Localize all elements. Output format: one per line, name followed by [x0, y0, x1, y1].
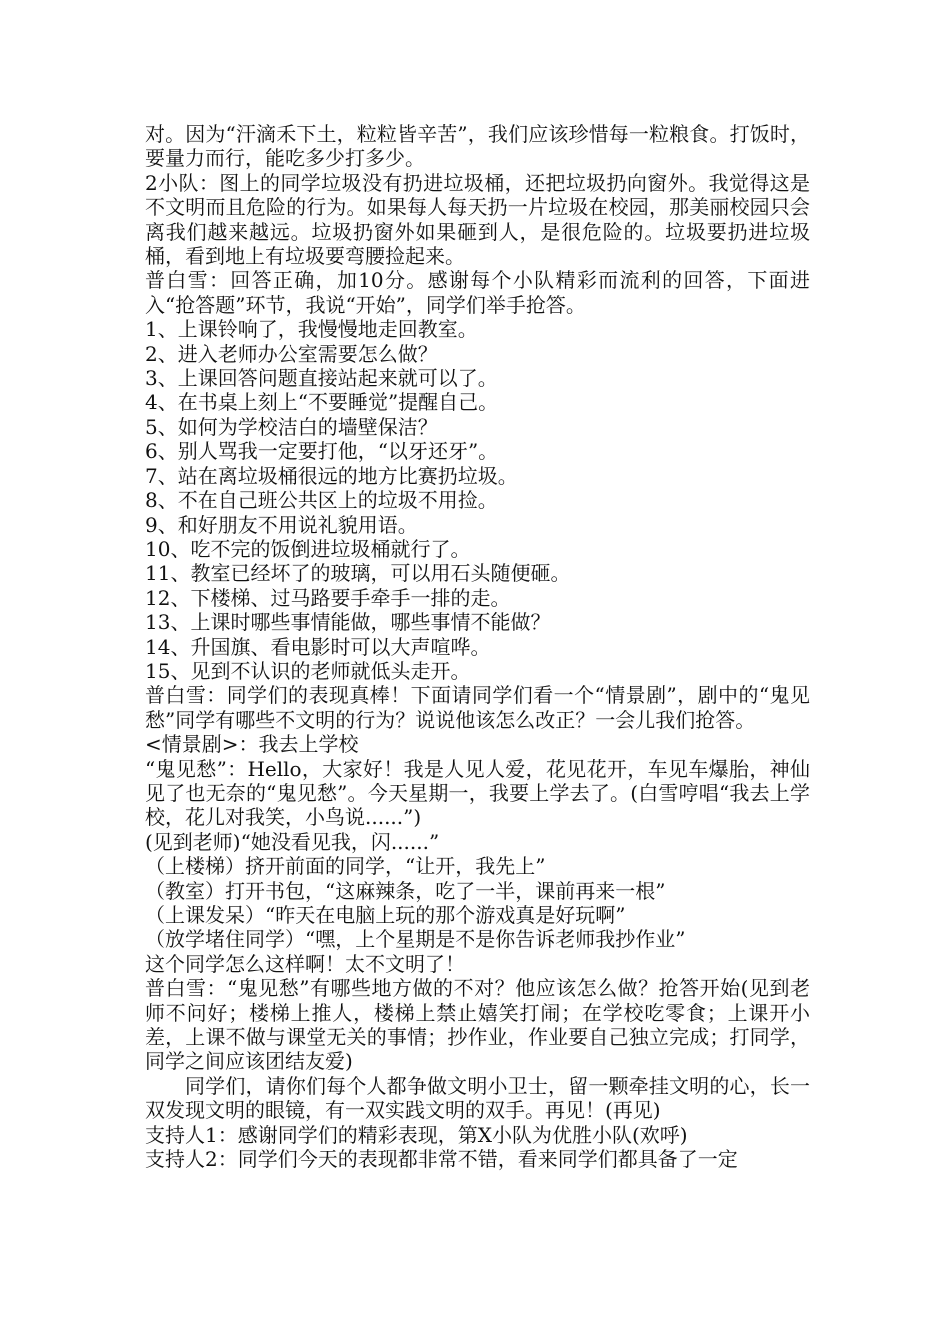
- quiz-item-11: 11、教室已经坏了的玻璃，可以用石头随便砸。: [145, 561, 571, 586]
- quiz-item-1: 1、上课铃响了，我慢慢地走回教室。: [145, 317, 478, 342]
- quiz-item-2: 2、进入老师办公室需要怎么做？: [145, 341, 438, 366]
- quiz-item-4: 4、在书桌上刻上“不要睡觉”提醒自己。: [145, 390, 499, 415]
- skit-line-teacher: (见到老师)“她没看见我，闪......”: [145, 829, 440, 854]
- document-page: [145, 122, 810, 1171]
- skit-line-after-school: （放学堵住同学）“嘿，上个星期是不是你告诉老师我抄作业”: [145, 927, 686, 952]
- quiz-item-15: 15、见到不认识的老师就低头走开。: [145, 658, 471, 683]
- quiz-item-13: 13、上课时哪些事情能做，哪些事情不能做？: [145, 610, 551, 635]
- paragraph-presenter-2: 支持人2：同学们今天的表现都非常不错，看来同学们都具备了一定: [145, 1147, 738, 1172]
- quiz-item-9: 9、和好朋友不用说礼貌用语。: [145, 512, 418, 537]
- skit-title: <情景剧>：我去上学校: [145, 732, 359, 757]
- paragraph-team2-answer: 2小队：图上的同学垃圾没有扔进垃圾桶，还把垃圾扔向窗外。我觉得这是不文明而且危险的行为。如果每人每天扔一片垃圾在校园，那美丽校园只会离我们越来越远。垃圾扔窗外如果砸到人，是很危险的。垃圾要扔进垃圾桶，看到地上有垃圾要弯腰捡起来。: [145, 170, 810, 269]
- quiz-item-6: 6、别人骂我一定要打他，“以牙还牙”。: [145, 439, 499, 464]
- quiz-item-12: 12、下楼梯、过马路要手牵手一排的走。: [145, 585, 511, 610]
- skit-comment: 这个同学怎么这样啊！太不文明了！: [145, 951, 465, 976]
- quiz-item-10: 10、吃不完的饭倒进垃圾桶就行了。: [145, 536, 471, 561]
- skit-line-classroom: （教室）打开书包，“这麻辣条，吃了一半，课前再来一根”: [145, 878, 666, 903]
- paragraph-host-quiz-intro: 普白雪：回答正确，加10分。感谢每个小队精彩而流利的回答，下面进入“抢答题”环节，我说“开始”，同学们举手抢答。: [145, 268, 810, 317]
- paragraph-closing: 同学们，请你们每个人都争做文明小卫士，留一颗牵挂文明的心，长一双发现文明的眼镜，有一双实践文明的双手。再见！(再见): [145, 1073, 810, 1123]
- quiz-item-14: 14、升国旗、看电影时可以大声喧哗。: [145, 634, 491, 659]
- skit-line-daydream: （上课发呆）“昨天在电脑上玩的那个游戏真是好玩啊”: [145, 903, 626, 927]
- quiz-item-7: 7、站在离垃圾桶很远的地方比赛扔垃圾。: [145, 463, 518, 488]
- skit-line-stairs: （上楼梯）挤开前面的同学，“让开，我先上”: [145, 854, 546, 879]
- paragraph-host-skit-answers: 普白雪：“鬼见愁”有哪些地方做的不对？他应该怎么做？抢答开始(见到老师不问好；楼梯上推人，楼梯上禁止嬉笑打闹；在学校吃零食；上课开小差，上课不做与课堂无关的事情；抄作业，作业要自己独立完成；打同学，同学之间应该团结友爱): [145, 976, 810, 1074]
- skit-monologue: “鬼见愁”：Hello，大家好！我是人见人爱，花见花开，车见车爆胎，神仙见了也无奈的“鬼见愁”。今天星期一，我要上学去了。(白雪哼唱“我去上学校，花儿对我笑，小鸟说......”): [145, 756, 810, 830]
- paragraph-host-skit-intro: 普白雪：同学们的表现真棒！下面请同学们看一个“情景剧”，剧中的“鬼见愁”同学有哪些不文明的行为？说说他该怎么改正？一会儿我们抢答。: [145, 683, 810, 732]
- paragraph-presenter-1: 支持人1：感谢同学们的精彩表现，第X小队为优胜小队(欢呼): [145, 1122, 688, 1147]
- paragraph-rice-conclusion: 对。因为“汗滴禾下土，粒粒皆辛苦”，我们应该珍惜每一粒粮食。打饭时，要量力而行，能吃多少打多少。: [145, 122, 810, 171]
- quiz-item-8: 8、不在自己班公共区上的垃圾不用捡。: [145, 488, 498, 513]
- quiz-item-5: 5、如何为学校洁白的墙壁保洁？: [145, 414, 438, 439]
- quiz-item-3: 3、上课回答问题直接站起来就可以了。: [145, 366, 498, 391]
